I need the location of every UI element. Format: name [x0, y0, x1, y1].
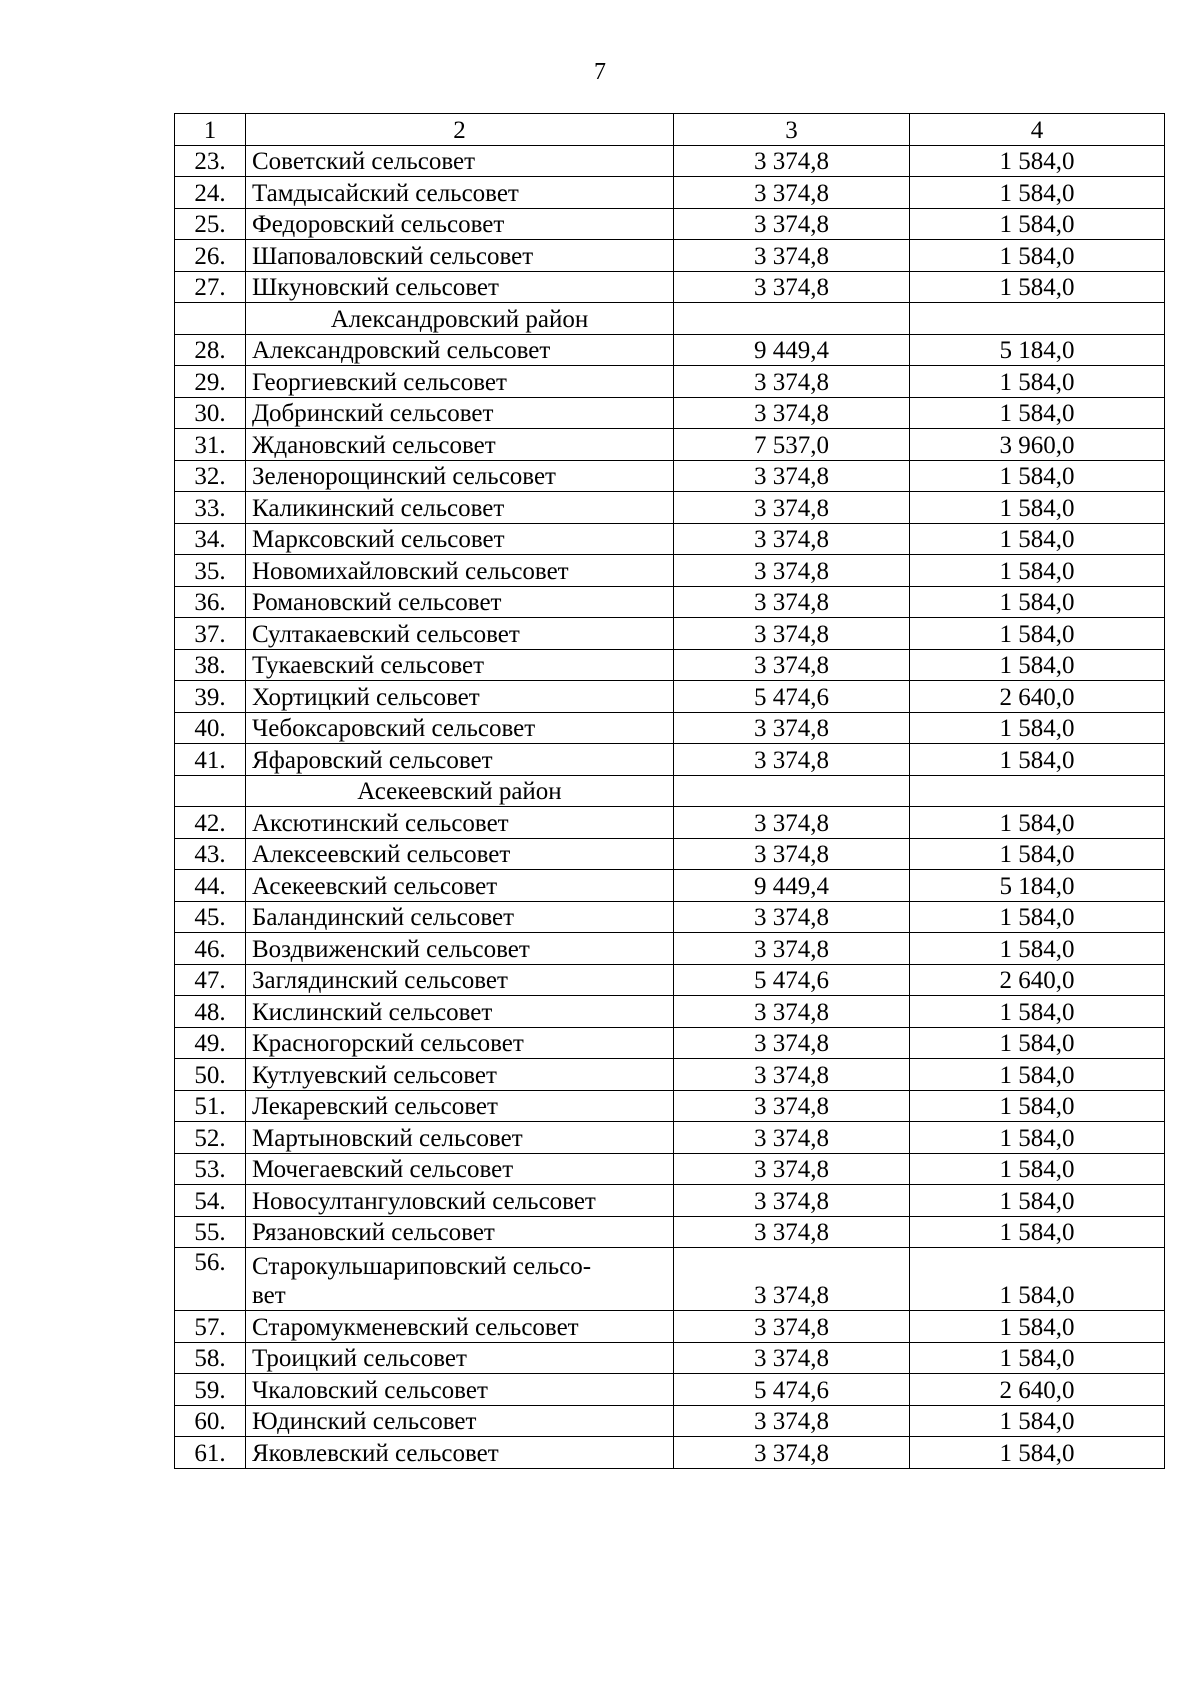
table-row: [175, 460, 1165, 492]
settlement-name: Романовский сельсовет: [246, 586, 674, 618]
table-row: [175, 1374, 1165, 1406]
row-number: 60.: [175, 1405, 246, 1437]
value-col-3: 3 374,8: [674, 145, 910, 177]
table-row: [175, 1122, 1165, 1154]
row-number: 54.: [175, 1185, 246, 1217]
settlement-name: Красногорский сельсовет: [246, 1027, 674, 1059]
value-col-3: 3 374,8: [674, 586, 910, 618]
table-row: [175, 523, 1165, 555]
value-col-4: 1 584,0: [910, 177, 1165, 209]
value-col-4: 1 584,0: [910, 901, 1165, 933]
row-number: 39.: [175, 681, 246, 713]
table-row: [175, 1153, 1165, 1185]
settlement-name-line-2: вет: [252, 1282, 286, 1309]
row-number: 29.: [175, 366, 246, 398]
allocation-table: [174, 113, 1165, 1469]
settlement-name: Мочегаевский сельсовет: [246, 1153, 674, 1185]
value-col-4: 1 584,0: [910, 1437, 1165, 1469]
value-col-3-cell: [674, 775, 910, 807]
value-col-4: 1 584,0: [910, 555, 1165, 587]
table-row: [175, 870, 1165, 902]
settlement-name: Шаповаловский сельсовет: [246, 240, 674, 272]
value-col-3-cell: [674, 303, 910, 335]
table-row: [175, 397, 1165, 429]
district-header-row: [175, 303, 1165, 335]
value-col-3: 3 374,8: [674, 649, 910, 681]
value-col-3: 3 374,8: [674, 1405, 910, 1437]
row-number: 40.: [175, 712, 246, 744]
row-number: 52.: [175, 1122, 246, 1154]
value-col-3: 3 374,8: [674, 1090, 910, 1122]
value-col-3: 3 374,8: [674, 177, 910, 209]
settlement-name: Воздвиженский сельсовет: [246, 933, 674, 965]
header-col-1: 1: [175, 114, 246, 146]
value-col-3: 3 374,8: [674, 366, 910, 398]
value-col-3: 3 374,8: [674, 744, 910, 776]
row-number: 57.: [175, 1311, 246, 1343]
table-row: [175, 1185, 1165, 1217]
settlement-name: Кислинский сельсовет: [246, 996, 674, 1028]
settlement-name: Каликинский сельсовет: [246, 492, 674, 524]
settlement-name: Хортицкий сельсовет: [246, 681, 674, 713]
row-number: 37.: [175, 618, 246, 650]
row-number: 56.: [175, 1248, 246, 1311]
value-col-3: 3 374,8: [674, 1153, 910, 1185]
value-col-3: 5 474,6: [674, 1374, 910, 1406]
header-col-2: 2: [246, 114, 674, 146]
value-col-4: 1 584,0: [910, 1090, 1165, 1122]
value-col-3: 3 374,8: [674, 460, 910, 492]
value-col-3: 3 374,8: [674, 1311, 910, 1343]
table-row: [175, 1027, 1165, 1059]
value-col-4: 1 584,0: [910, 208, 1165, 240]
table-row: [175, 366, 1165, 398]
settlement-name: Яфаровский сельсовет: [246, 744, 674, 776]
table-row: [175, 1342, 1165, 1374]
settlement-name: Лекаревский сельсовет: [246, 1090, 674, 1122]
value-col-4-cell: [910, 303, 1165, 335]
settlement-name: Баландинский сельсовет: [246, 901, 674, 933]
table-row: [175, 618, 1165, 650]
header-col-3: 3: [674, 114, 910, 146]
settlement-name: Зеленорощинский сельсовет: [246, 460, 674, 492]
settlement-name: Марксовский сельсовет: [246, 523, 674, 555]
value-col-3: 3 374,8: [674, 1185, 910, 1217]
table-row: [175, 240, 1165, 272]
table-row: [175, 429, 1165, 461]
row-number: 49.: [175, 1027, 246, 1059]
value-col-4: 1 584,0: [910, 1153, 1165, 1185]
value-col-3: 3 374,8: [674, 555, 910, 587]
value-col-4: 1 584,0: [910, 1405, 1165, 1437]
value-col-3: 3 374,8: [674, 1216, 910, 1248]
row-number: 50.: [175, 1059, 246, 1091]
settlement-name: Александровский сельсовет: [246, 334, 674, 366]
value-col-3: 5 474,6: [674, 681, 910, 713]
table-body: [175, 114, 1165, 1469]
value-col-3: 3 374,8: [674, 208, 910, 240]
settlement-name: Новомихайловский сельсовет: [246, 555, 674, 587]
settlement-name: [246, 1248, 674, 1311]
row-number-cell: [175, 303, 246, 335]
value-col-3: 3 374,8: [674, 523, 910, 555]
table-row: [175, 744, 1165, 776]
row-number: 53.: [175, 1153, 246, 1185]
table-row: [175, 838, 1165, 870]
row-number: 43.: [175, 838, 246, 870]
value-col-4: 1 584,0: [910, 807, 1165, 839]
table-row: [175, 1216, 1165, 1248]
settlement-name: Асекеевский сельсовет: [246, 870, 674, 902]
row-number: 59.: [175, 1374, 246, 1406]
district-header-row: [175, 775, 1165, 807]
value-col-4: 2 640,0: [910, 681, 1165, 713]
settlement-name: Старомукменевский сельсовет: [246, 1311, 674, 1343]
settlement-name: Троицкий сельсовет: [246, 1342, 674, 1374]
table-row: [175, 1059, 1165, 1091]
value-col-4: 1 584,0: [910, 1311, 1165, 1343]
value-col-3: 3 374,8: [674, 1059, 910, 1091]
value-col-4: 1 584,0: [910, 240, 1165, 272]
value-col-4: 1 584,0: [910, 1248, 1165, 1311]
value-col-4: 1 584,0: [910, 649, 1165, 681]
settlement-name: Аксютинский сельсовет: [246, 807, 674, 839]
value-col-3: 3 374,8: [674, 901, 910, 933]
value-col-4: 1 584,0: [910, 1342, 1165, 1374]
row-number: 44.: [175, 870, 246, 902]
table-row: [175, 334, 1165, 366]
row-number: 31.: [175, 429, 246, 461]
value-col-3: 7 537,0: [674, 429, 910, 461]
settlement-name: Алексеевский сельсовет: [246, 838, 674, 870]
value-col-4: 1 584,0: [910, 1122, 1165, 1154]
settlement-name: Федоровский сельсовет: [246, 208, 674, 240]
settlement-name: Добринский сельсовет: [246, 397, 674, 429]
settlement-name: Новосултангуловский сельсовет: [246, 1185, 674, 1217]
value-col-3: 3 374,8: [674, 933, 910, 965]
value-col-4: 1 584,0: [910, 145, 1165, 177]
value-col-4: 1 584,0: [910, 397, 1165, 429]
row-number: 36.: [175, 586, 246, 618]
settlement-name: Чебоксаровский сельсовет: [246, 712, 674, 744]
settlement-name: Тукаевский сельсовет: [246, 649, 674, 681]
row-number: 47.: [175, 964, 246, 996]
header-col-4: 4: [910, 114, 1165, 146]
value-col-3: 5 474,6: [674, 964, 910, 996]
value-col-3: 3 374,8: [674, 1342, 910, 1374]
value-col-4: 1 584,0: [910, 1185, 1165, 1217]
table-row: [175, 1248, 1165, 1311]
table-row: [175, 1405, 1165, 1437]
table-row: [175, 177, 1165, 209]
settlement-name: Мартыновский сельсовет: [246, 1122, 674, 1154]
settlement-name: Тамдысайский сельсовет: [246, 177, 674, 209]
table-row: [175, 996, 1165, 1028]
value-col-3: 3 374,8: [674, 492, 910, 524]
settlement-name: Рязановский сельсовет: [246, 1216, 674, 1248]
value-col-4: 3 960,0: [910, 429, 1165, 461]
row-number: 25.: [175, 208, 246, 240]
value-col-3: 3 374,8: [674, 1027, 910, 1059]
row-number: 58.: [175, 1342, 246, 1374]
value-col-4: 1 584,0: [910, 1059, 1165, 1091]
value-col-3: 3 374,8: [674, 1437, 910, 1469]
settlement-name: Советский сельсовет: [246, 145, 674, 177]
page-number: 7: [594, 59, 606, 85]
value-col-3: 3 374,8: [674, 240, 910, 272]
row-number: 33.: [175, 492, 246, 524]
table-row: [175, 649, 1165, 681]
value-col-4: 1 584,0: [910, 586, 1165, 618]
row-number: 55.: [175, 1216, 246, 1248]
value-col-3: 9 449,4: [674, 334, 910, 366]
value-col-3: 3 374,8: [674, 1248, 910, 1311]
settlement-name: Яковлевский сельсовет: [246, 1437, 674, 1469]
row-number: 24.: [175, 177, 246, 209]
table-row: [175, 492, 1165, 524]
settlement-name: Султакаевский сельсовет: [246, 618, 674, 650]
value-col-4-cell: [910, 775, 1165, 807]
value-col-4: 5 184,0: [910, 334, 1165, 366]
table-row: [175, 712, 1165, 744]
settlement-name: Юдинский сельсовет: [246, 1405, 674, 1437]
value-col-3: 3 374,8: [674, 996, 910, 1028]
table-row: [175, 681, 1165, 713]
row-number: 42.: [175, 807, 246, 839]
value-col-3: 3 374,8: [674, 1122, 910, 1154]
district-name: Асекеевский район: [246, 775, 674, 807]
value-col-4: 1 584,0: [910, 1216, 1165, 1248]
settlement-name: Чкаловский сельсовет: [246, 1374, 674, 1406]
district-name: Александровский район: [246, 303, 674, 335]
value-col-4: 1 584,0: [910, 996, 1165, 1028]
row-number: 23.: [175, 145, 246, 177]
table-row: [175, 1311, 1165, 1343]
row-number: 32.: [175, 460, 246, 492]
value-col-4: 2 640,0: [910, 1374, 1165, 1406]
settlement-name: Георгиевский сельсовет: [246, 366, 674, 398]
value-col-3: 3 374,8: [674, 271, 910, 303]
value-col-4: 1 584,0: [910, 838, 1165, 870]
value-col-4: 5 184,0: [910, 870, 1165, 902]
row-number: 26.: [175, 240, 246, 272]
table-row: [175, 933, 1165, 965]
row-number: 61.: [175, 1437, 246, 1469]
row-number: 48.: [175, 996, 246, 1028]
settlement-name: Шкуновский сельсовет: [246, 271, 674, 303]
table-row: [175, 208, 1165, 240]
value-col-4: 1 584,0: [910, 271, 1165, 303]
table-row: [175, 586, 1165, 618]
table-row: [175, 271, 1165, 303]
row-number: 41.: [175, 744, 246, 776]
value-col-4: 1 584,0: [910, 618, 1165, 650]
table-row: [175, 555, 1165, 587]
settlement-name: Ждановский сельсовет: [246, 429, 674, 461]
value-col-4: 1 584,0: [910, 1027, 1165, 1059]
value-col-4: 1 584,0: [910, 492, 1165, 524]
table-header-row: [175, 114, 1165, 146]
table-row: [175, 901, 1165, 933]
table-row: [175, 1437, 1165, 1469]
value-col-4: 1 584,0: [910, 744, 1165, 776]
value-col-4: 1 584,0: [910, 366, 1165, 398]
row-number: 28.: [175, 334, 246, 366]
value-col-3: 3 374,8: [674, 397, 910, 429]
value-col-4: 1 584,0: [910, 933, 1165, 965]
row-number: 30.: [175, 397, 246, 429]
value-col-4: 2 640,0: [910, 964, 1165, 996]
table-row: [175, 964, 1165, 996]
value-col-3: 9 449,4: [674, 870, 910, 902]
row-number: 51.: [175, 1090, 246, 1122]
row-number: 38.: [175, 649, 246, 681]
row-number: 34.: [175, 523, 246, 555]
row-number: 35.: [175, 555, 246, 587]
value-col-4: 1 584,0: [910, 523, 1165, 555]
table-row: [175, 145, 1165, 177]
row-number: 45.: [175, 901, 246, 933]
row-number: 27.: [175, 271, 246, 303]
row-number-cell: [175, 775, 246, 807]
row-number: 46.: [175, 933, 246, 965]
table-row: [175, 1090, 1165, 1122]
value-col-4: 1 584,0: [910, 460, 1165, 492]
value-col-3: 3 374,8: [674, 838, 910, 870]
value-col-3: 3 374,8: [674, 618, 910, 650]
value-col-4: 1 584,0: [910, 712, 1165, 744]
value-col-3: 3 374,8: [674, 807, 910, 839]
value-col-3: 3 374,8: [674, 712, 910, 744]
settlement-name-line-1: Старокульшариповский сельсо-: [252, 1253, 592, 1280]
settlement-name: Заглядинский сельсовет: [246, 964, 674, 996]
table-row: [175, 807, 1165, 839]
settlement-name: Кутлуевский сельсовет: [246, 1059, 674, 1091]
